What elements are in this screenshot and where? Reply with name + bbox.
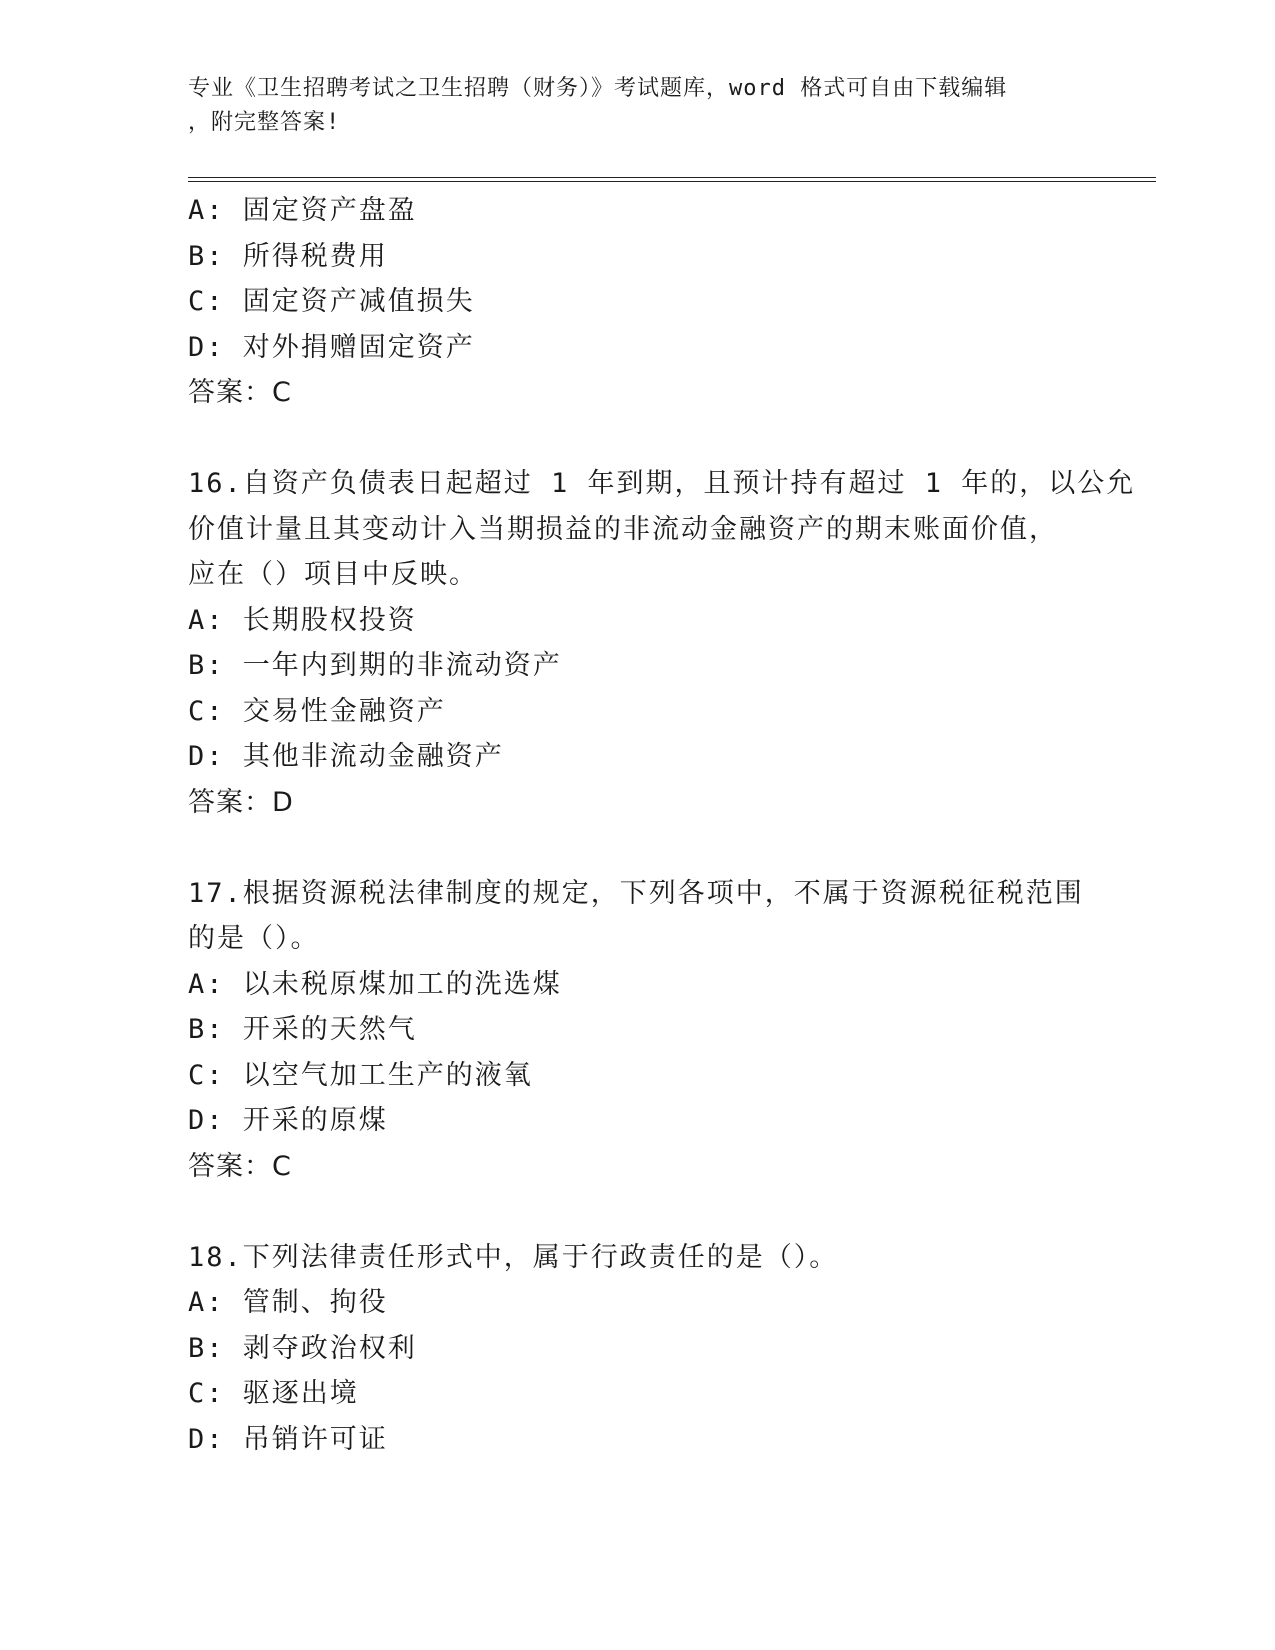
- question-text-line: 16.自资产负债表日起超过 1 年到期，且预计持有超过 1 年的，以公允: [188, 468, 1136, 499]
- question-text-line: 应在（）项目中反映。: [188, 559, 478, 590]
- question-16: [188, 461, 1136, 825]
- question-text-line: 的是（）。: [188, 923, 320, 954]
- option-d: D: 对外捐赠固定资产: [188, 331, 475, 363]
- option-d: D: 其他非流动金融资产: [188, 741, 504, 772]
- answer: 答案：C: [188, 1150, 292, 1182]
- option-a: A: 管制、拘役: [188, 1287, 388, 1318]
- option-b: B: 一年内到期的非流动资产: [188, 650, 562, 681]
- spacer: [188, 825, 1088, 871]
- header-line-1: 专业《卫生招聘考试之卫生招聘（财务）》考试题库，word 格式可自由下载编辑: [188, 76, 1008, 101]
- option-d: D: 开采的原煤: [188, 1105, 388, 1136]
- option-c: C: 以空气加工生产的液氧: [188, 1059, 533, 1091]
- document-header: [188, 72, 1088, 140]
- spacer: [188, 1189, 1088, 1235]
- question-17: [188, 871, 1088, 1190]
- option-c: C: 驱逐出境: [188, 1378, 359, 1409]
- option-a: A: 固定资产盘盈: [188, 195, 417, 226]
- option-a: A: 以未税原煤加工的洗选煤: [188, 968, 562, 1000]
- question-18: [188, 1235, 1088, 1463]
- option-c: C: 交易性金融资产: [188, 695, 446, 727]
- option-c: C: 固定资产减值损失: [188, 286, 475, 317]
- option-b: B: 所得税费用: [188, 240, 388, 272]
- answer: 答案：C: [188, 377, 292, 408]
- answer: 答案：D: [188, 786, 294, 818]
- header-divider-top: [188, 177, 1156, 178]
- option-b: B: 剥夺政治权利: [188, 1332, 417, 1364]
- header-line-2: ，附完整答案!: [188, 110, 341, 135]
- question-text-line: 18.下列法律责任形式中，属于行政责任的是（）。: [188, 1241, 839, 1273]
- spacer: [188, 416, 1088, 462]
- question-text-line: 17.根据资源税法律制度的规定，下列各项中，不属于资源税征税范围: [188, 877, 1084, 909]
- option-d: D: 吊销许可证: [188, 1423, 388, 1455]
- question-text-line: 价值计量且其变动计入当期损益的非流动金融资产的期末账面价值，: [188, 513, 1058, 545]
- question-15: [188, 188, 1088, 416]
- option-b: B: 开采的天然气: [188, 1014, 417, 1045]
- header-divider-bottom: [188, 181, 1156, 182]
- option-a: A: 长期股权投资: [188, 604, 417, 636]
- question-list: [188, 188, 1136, 1462]
